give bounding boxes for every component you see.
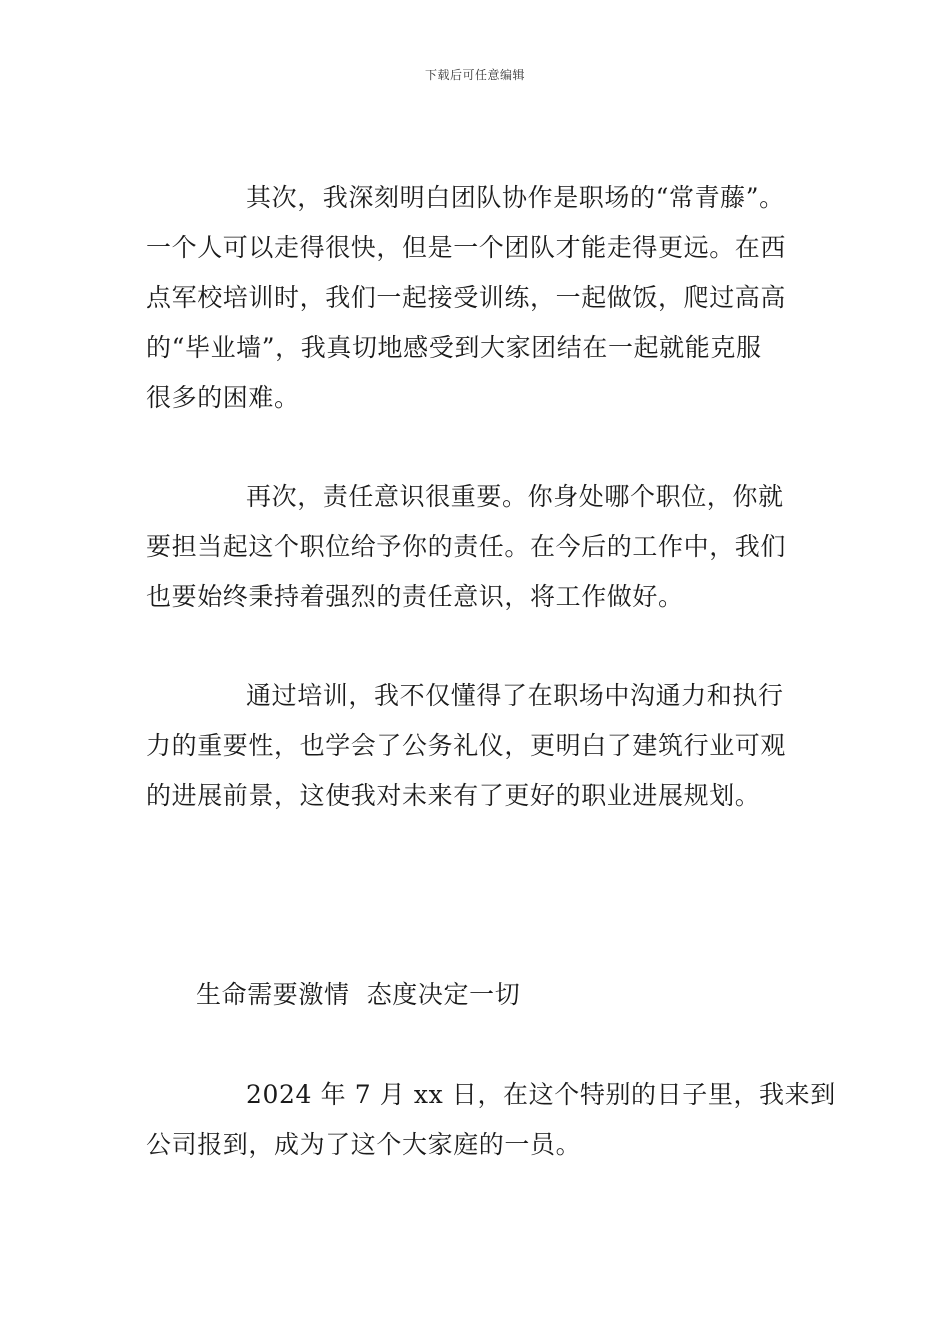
paragraph-2-line-2: 要担当起这个职位给予你的责任。在今后的工作中，我们 [146, 532, 787, 561]
page-header: 下载后可任意编辑 [424, 68, 525, 82]
final-paragraph-line-1: 2024 年 7 月 xx 日，在这个特别的日子里，我来到 [246, 1080, 836, 1109]
final-paragraph-line-2: 公司报到，成为了这个大家庭的一员。 [146, 1130, 582, 1159]
paragraph-1-line-4: 的“毕业墙”，我真切地感受到大家团结在一起就能克服 [146, 333, 762, 362]
section-title: 生命需要激情 态度决定一切 [196, 980, 521, 1009]
paragraph-2-line-1: 再次，责任意识很重要。你身处哪个职位，你就 [246, 482, 784, 511]
paragraph-3-line-1: 通过培训，我不仅懂得了在职场中沟通力和执行 [246, 681, 784, 710]
paragraph-1-line-1: 其次，我深刻明白团队协作是职场的“常青藤”。 [246, 183, 785, 212]
paragraph-2-line-3: 也要始终秉持着强烈的责任意识，将工作做好。 [146, 582, 684, 611]
paragraph-3-line-3: 的进展前景，这使我对未来有了更好的职业进展规划。 [146, 781, 761, 810]
paragraph-1-line-2: 一个人可以走得很快，但是一个团队才能走得更远。在西 [146, 233, 787, 262]
paragraph-1-line-3: 点军校培训时，我们一起接受训练，一起做饭，爬过高高 [146, 283, 787, 312]
paragraph-1-line-5: 很多的困难。 [146, 383, 300, 412]
paragraph-3-line-2: 力的重要性，也学会了公务礼仪，更明白了建筑行业可观 [146, 731, 787, 760]
